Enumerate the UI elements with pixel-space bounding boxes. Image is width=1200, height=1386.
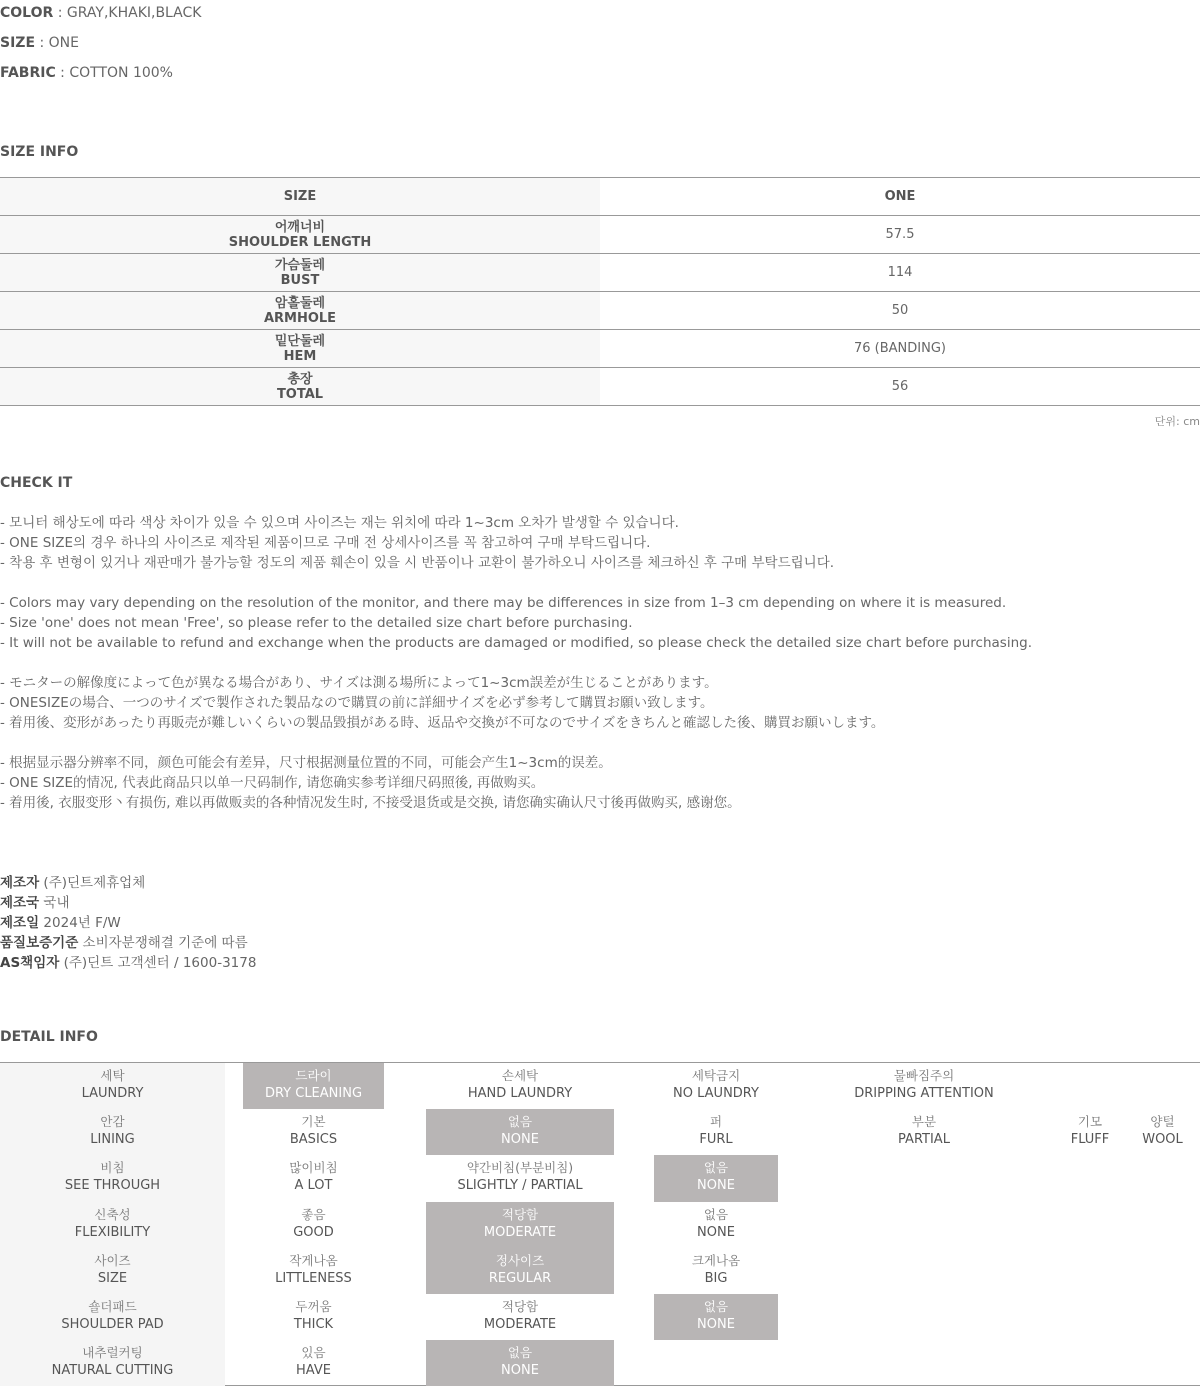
detail-en: LAUNDRY — [81, 1086, 144, 1101]
detail-kr: 손세탁 — [501, 1068, 539, 1083]
detail-kr: 드라이 — [295, 1068, 332, 1083]
detail-option-selected — [654, 1155, 778, 1201]
detail-option-selected — [426, 1109, 614, 1155]
detail-en: THICK — [293, 1317, 334, 1332]
detail-kr: 세탁금지 — [691, 1068, 741, 1083]
detail-en: SHOULDER PAD — [61, 1317, 164, 1332]
detail-en: HAND LAUNDRY — [467, 1086, 573, 1101]
maker-value: 국내 — [43, 895, 70, 911]
size-row-en: TOTAL — [276, 386, 324, 402]
detail-kr: 내추럴커팅 — [82, 1345, 143, 1361]
size-row-label — [0, 254, 600, 292]
detail-en: NATURAL CUTTING — [51, 1363, 174, 1379]
detail-option — [820, 1063, 1028, 1109]
detail-en: REGULAR — [488, 1270, 552, 1286]
detail-en: SIZE — [97, 1270, 128, 1286]
size-table-header — [0, 178, 1200, 216]
detail-en: MODERATE — [483, 1224, 557, 1240]
detail-option — [243, 1340, 384, 1386]
detail-kr: 없음 — [507, 1345, 533, 1361]
detail-kr: 없음 — [703, 1299, 729, 1314]
detail-option-selected — [654, 1294, 778, 1340]
check-line: - 모니터 해상도에 따라 색상 차이가 있을 수 있으며 사이즈는 재는 위치에 따라 1~3cm 오차가 발생할 수 있습니다. — [0, 515, 679, 531]
detail-kr: 약간비침(부분비침) — [466, 1160, 574, 1176]
maker-value: 2024년 F/W — [43, 915, 121, 931]
detail-en: NONE — [697, 1317, 735, 1332]
detail-option — [243, 1248, 384, 1294]
spec-label: SIZE — [0, 35, 36, 51]
table-row — [0, 330, 1200, 368]
size-row-value: 114 — [600, 254, 1200, 292]
spec-value: ONE — [48, 35, 79, 51]
detail-row-head — [0, 1294, 225, 1340]
detail-en: NO LAUNDRY — [673, 1086, 759, 1101]
spec-fabric: FABRIC : COTTON 100% — [0, 65, 173, 81]
size-table — [0, 177, 1200, 406]
detail-kr: 신축성 — [94, 1206, 131, 1222]
maker-label: 제조일 — [0, 915, 40, 931]
maker-value: (주)딘트 고객센터 / 1600-3178 — [63, 955, 257, 971]
check-line: - Size 'one' does not mean 'Free', so please refer to the detailed size chart before purchasing. — [0, 615, 633, 631]
table-row — [0, 368, 1200, 406]
detail-kr: 크게나옴 — [691, 1252, 741, 1268]
maker-value: 소비자분쟁해결 기준에 따름 — [82, 935, 248, 951]
detail-en: FLEXIBILITY — [74, 1224, 151, 1240]
check-line: - 착용 후 변형이 있거나 재판매가 불가능할 정도의 제품 훼손이 있을 시 반품이나 교환이 불가하오니 사이즈를 체크하신 후 구매 부탁드립니다. — [0, 555, 835, 571]
detail-en: NONE — [697, 1178, 735, 1194]
size-row-value: 57.5 — [600, 216, 1200, 254]
size-row-en: ARMHOLE — [263, 310, 337, 326]
size-row-en: BUST — [280, 272, 320, 288]
detail-kr: 적당함 — [501, 1206, 539, 1222]
detail-en: DRIPPING ATTENTION — [854, 1086, 994, 1101]
detail-kr: 안감 — [100, 1114, 125, 1130]
detail-kr: 정사이즈 — [495, 1252, 545, 1268]
detail-option-selected — [426, 1340, 614, 1386]
size-row-en: SHOULDER LENGTH — [228, 234, 372, 250]
check-line: - It will not be available to refund and exchange when the products are damaged or modified, so please check the detailed size chart before purchasing. — [0, 635, 1032, 651]
check-line: - ONE SIZE의 경우 하나의 사이즈로 제작된 제품이므로 구매 전 상세사이즈를 꼭 참고하여 구매 부탁드립니다. — [0, 535, 651, 551]
maker-label: 제조국 — [0, 895, 40, 911]
size-header-value: ONE — [600, 178, 1200, 216]
spec-size: SIZE : ONE — [0, 35, 79, 51]
table-row — [0, 216, 1200, 254]
maker-line — [0, 953, 256, 973]
detail-option — [654, 1063, 778, 1109]
detail-row-head — [0, 1248, 225, 1294]
detail-kr: 없음 — [703, 1206, 729, 1222]
spec-color: COLOR : GRAY,KHAKI,BLACK — [0, 5, 202, 21]
detail-option — [243, 1294, 384, 1340]
size-row-label — [0, 292, 600, 330]
maker-value: (주)딘트제휴업체 — [43, 875, 146, 891]
detail-en: FLUFF — [1070, 1132, 1110, 1148]
size-row-label — [0, 216, 600, 254]
detail-option — [243, 1155, 384, 1201]
detail-kr: 많이비침 — [289, 1160, 338, 1176]
detail-kr: 좋음 — [301, 1206, 326, 1222]
detail-en: NONE — [697, 1224, 735, 1240]
check-line: - 着用後, 衣服变形丶有损伤, 难以再做贩卖的各种情况发生时, 不接受退货或是交换, 请您确实确认尺寸後再做购买, 感谢您。 — [0, 795, 741, 811]
maker-label: AS책임자 — [0, 955, 60, 971]
detail-en: DRY CLEANING — [264, 1086, 363, 1101]
size-row-kr: 가슴둘레 — [274, 257, 326, 273]
detail-en: NONE — [501, 1132, 539, 1148]
detail-kr: 물빠짐주의 — [893, 1068, 955, 1083]
unit-label: 단위: cm — [1154, 415, 1200, 428]
check-line: - Colors may vary depending on the resolution of the monitor, and there may be differences in size from 1–3 cm depending on where it is measured. — [0, 595, 1007, 611]
size-row-en: HEM — [283, 348, 317, 364]
detail-kr: 비침 — [100, 1160, 125, 1176]
detail-option — [1125, 1109, 1200, 1155]
detail-kr: 적당함 — [501, 1299, 539, 1314]
maker-line — [0, 873, 145, 893]
size-row-kr: 암홀둘레 — [274, 295, 326, 311]
spec-value: COTTON 100% — [69, 65, 173, 81]
size-row-value: 76 (BANDING) — [600, 330, 1200, 368]
detail-en: LINING — [90, 1132, 135, 1148]
check-it-title: CHECK IT — [0, 475, 73, 491]
detail-en: SLIGHTLY / PARTIAL — [457, 1178, 583, 1194]
detail-en: NONE — [501, 1363, 539, 1379]
detail-option-selected — [426, 1202, 614, 1248]
check-line: - ONESIZEの場合、一つのサイズで製作された製品なので購買の前に詳細サイズを必ず参考して購買お願い致します。 — [0, 695, 714, 711]
detail-en: BIG — [704, 1270, 728, 1286]
maker-label: 품질보증기준 — [0, 935, 79, 951]
detail-kr: 숄더패드 — [88, 1299, 137, 1314]
detail-en: BASICS — [289, 1132, 338, 1148]
detail-option — [243, 1202, 384, 1248]
detail-option-selected — [243, 1063, 384, 1109]
detail-kr: 부분 — [911, 1114, 937, 1130]
detail-en: GOOD — [293, 1224, 334, 1240]
detail-info-title: DETAIL INFO — [0, 1029, 98, 1045]
maker-label: 제조자 — [0, 875, 40, 891]
detail-kr: 퍼 — [709, 1114, 723, 1130]
detail-en: A LOT — [294, 1178, 333, 1194]
check-line: - 根据显示器分辨率不同，颜色可能会有差异，尺寸根据测量位置的不同，可能会产生1~3cm的误差。 — [0, 755, 612, 771]
size-row-kr: 밑단둘레 — [274, 333, 326, 349]
size-row-kr: 총장 — [287, 371, 313, 387]
detail-option — [243, 1109, 384, 1155]
detail-option — [654, 1109, 778, 1155]
detail-row-head — [0, 1109, 225, 1155]
detail-kr: 세탁 — [100, 1068, 125, 1083]
table-row — [0, 292, 1200, 330]
size-info-title: SIZE INFO — [0, 144, 79, 160]
detail-en: WOOL — [1142, 1132, 1183, 1148]
detail-option — [426, 1063, 614, 1109]
detail-en: FURL — [699, 1132, 733, 1148]
detail-option — [820, 1109, 1028, 1155]
detail-kr: 없음 — [703, 1160, 729, 1176]
check-line: - ONE SIZE的情况, 代表此商品只以单一尺码制作, 请您确实参考详细尺码照後, 再做购买。 — [0, 775, 545, 791]
detail-en: MODERATE — [483, 1317, 557, 1332]
spec-value: GRAY,KHAKI,BLACK — [66, 5, 202, 21]
maker-line — [0, 933, 248, 953]
maker-line — [0, 913, 121, 933]
detail-row-head — [0, 1063, 225, 1109]
spec-label: COLOR — [0, 5, 54, 21]
maker-line — [0, 893, 70, 913]
detail-option-selected — [426, 1248, 614, 1294]
detail-option — [654, 1248, 778, 1294]
detail-row-head — [0, 1202, 225, 1248]
detail-kr: 기본 — [301, 1114, 326, 1130]
detail-en: HAVE — [296, 1363, 331, 1379]
detail-kr: 기모 — [1077, 1114, 1103, 1130]
detail-row-head — [0, 1340, 225, 1386]
check-line: - 着用後、変形があったり再販売が難しいくらいの製品毀損がある時、返品や交換が不可なのでサイズをきちんと確認した後、購買お願いします。 — [0, 715, 885, 731]
table-row — [0, 254, 1200, 292]
detail-kr: 양털 — [1150, 1114, 1175, 1130]
size-row-label — [0, 368, 600, 406]
detail-option — [654, 1202, 778, 1248]
detail-en: LITTLENESS — [275, 1270, 352, 1286]
detail-kr: 두꺼움 — [295, 1299, 332, 1314]
detail-en: SEE THROUGH — [64, 1178, 161, 1194]
size-row-value: 50 — [600, 292, 1200, 330]
detail-kr: 작게나옴 — [289, 1252, 338, 1268]
detail-en: PARTIAL — [898, 1132, 950, 1148]
size-header-label: SIZE — [0, 178, 600, 216]
spec-label: FABRIC — [0, 65, 56, 81]
size-row-label — [0, 330, 600, 368]
detail-option — [426, 1155, 614, 1201]
check-line: - モニターの解像度によって色が異なる場合があり、サイズは測る場所によって1~3cm誤差が生じることがあります。 — [0, 675, 718, 691]
detail-kr: 있음 — [301, 1345, 326, 1361]
detail-option — [1055, 1109, 1125, 1155]
detail-kr: 사이즈 — [94, 1252, 131, 1268]
detail-kr: 없음 — [507, 1114, 533, 1130]
size-row-value: 56 — [600, 368, 1200, 406]
detail-row-head — [0, 1155, 225, 1201]
size-row-kr: 어깨너비 — [274, 219, 326, 235]
detail-option — [426, 1294, 614, 1340]
detail-grid — [0, 1062, 1200, 1386]
